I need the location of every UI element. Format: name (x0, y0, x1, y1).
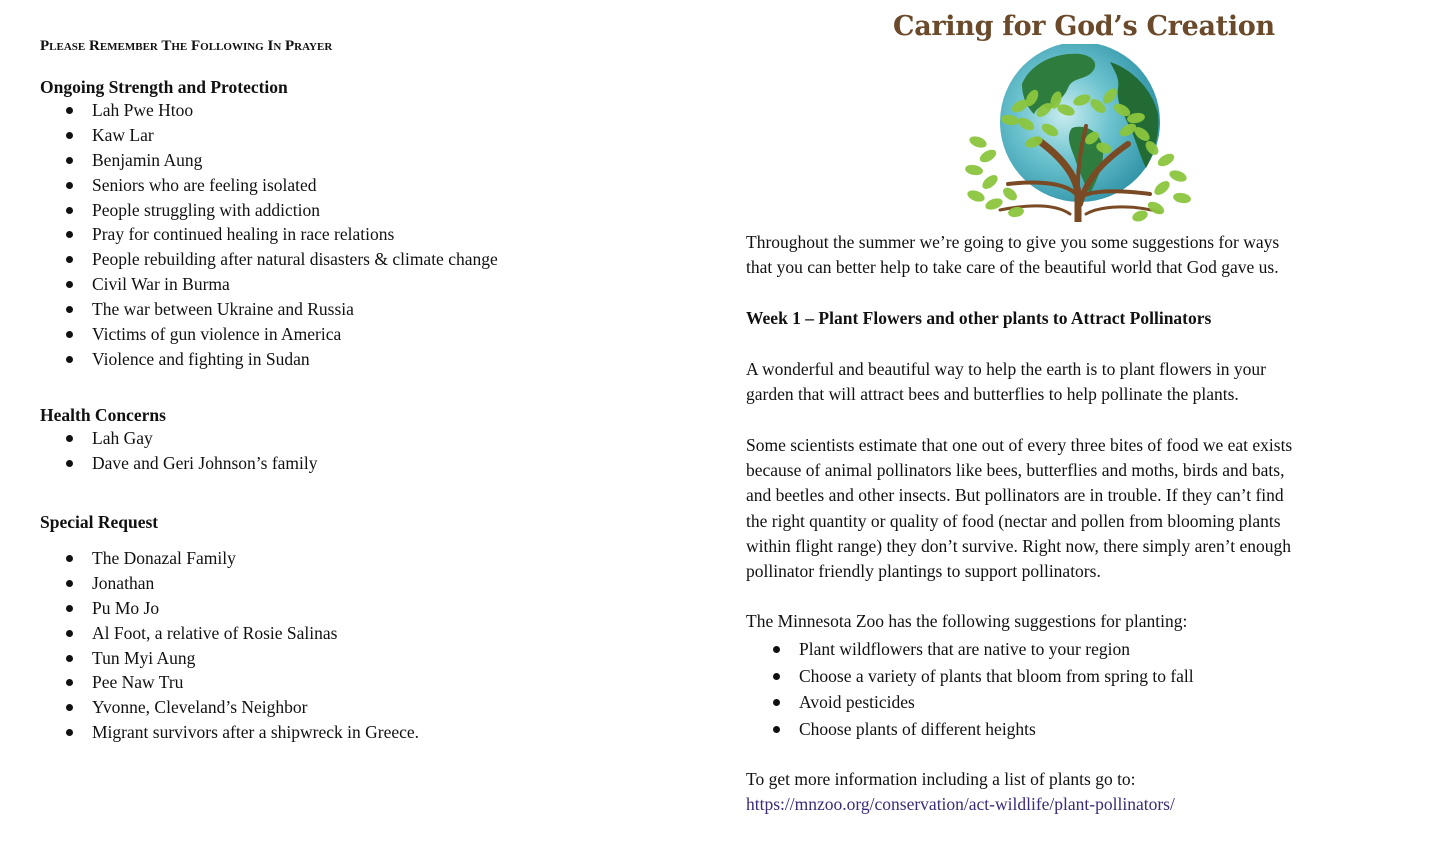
bullet-icon (66, 729, 73, 736)
bullet-icon (66, 435, 73, 442)
bullet-icon (773, 646, 780, 653)
more-info: To get more information including a list of plants go to: https://mnzoo.org/conservation/act-wildlife/plant-pollinators/ (746, 769, 1175, 815)
bullet-icon (66, 256, 73, 263)
bullet-icon (66, 356, 73, 363)
bullet-icon (66, 580, 73, 587)
intro-paragraph: Throughout the summer we’re going to give you some suggestions for ways that you can better help to take care of the beautiful world that God gave us. (746, 232, 1280, 278)
pollinator-paragraph-2: Some scientists estimate that one out of every three bites of food we eat exists because of animal pollinators like bees, butterflies and moths, birds and bats, and beetles and other insects. But pollinators are in trouble. If they can’t find the right quantity or quality of food (nectar and pollen from blooming plants within flight range) they don’t survive. Right now, there simply aren’t enough pollinator friendly plantings to support pollinators. (746, 435, 1293, 582)
bullet-icon (773, 673, 780, 680)
prayer-list-header: Please Remember The Following In Prayer (40, 38, 333, 54)
pollinator-paragraph-1: A wonderful and beautiful way to help the earth is to plant flowers in your garden that will attract bees and butterflies to help pollinate the plants. (746, 359, 1267, 405)
section-title-health-concerns: Health Concerns (40, 405, 166, 425)
bullet-icon (66, 555, 73, 562)
bullet-icon (66, 630, 73, 637)
bullet-icon (66, 157, 73, 164)
bullet-icon (66, 107, 73, 114)
bullet-icon (66, 306, 73, 313)
bullet-icon (66, 679, 73, 686)
bullet-icon (66, 655, 73, 662)
bullet-icon (66, 132, 73, 139)
mnzoo-pollinators-link[interactable]: https://mnzoo.org/conservation/act-wildlife/plant-pollinators/ (746, 794, 1175, 815)
section-title-special-request: Special Request (40, 512, 159, 532)
bullet-icon (66, 331, 73, 338)
zoo-intro: The Minnesota Zoo has the following suggestions for planting: (746, 611, 1188, 631)
bullet-icon (66, 281, 73, 288)
section-title-ongoing-strength: Ongoing Strength and Protection (40, 77, 288, 97)
bullet-icon (773, 699, 780, 706)
bullet-icon (66, 207, 73, 214)
week-title: Week 1 – Plant Flowers and other plants to Attract Pollinators (746, 308, 1212, 328)
bullet-icon (66, 605, 73, 612)
bullet-icon (66, 231, 73, 238)
bullet-icon (66, 460, 73, 467)
bullet-icon (66, 182, 73, 189)
bullet-icon (66, 704, 73, 711)
globe-with-tree-icon (960, 44, 1195, 222)
bullet-icon (773, 726, 780, 733)
logo-title: Caring for God’s Creation (893, 11, 1275, 42)
